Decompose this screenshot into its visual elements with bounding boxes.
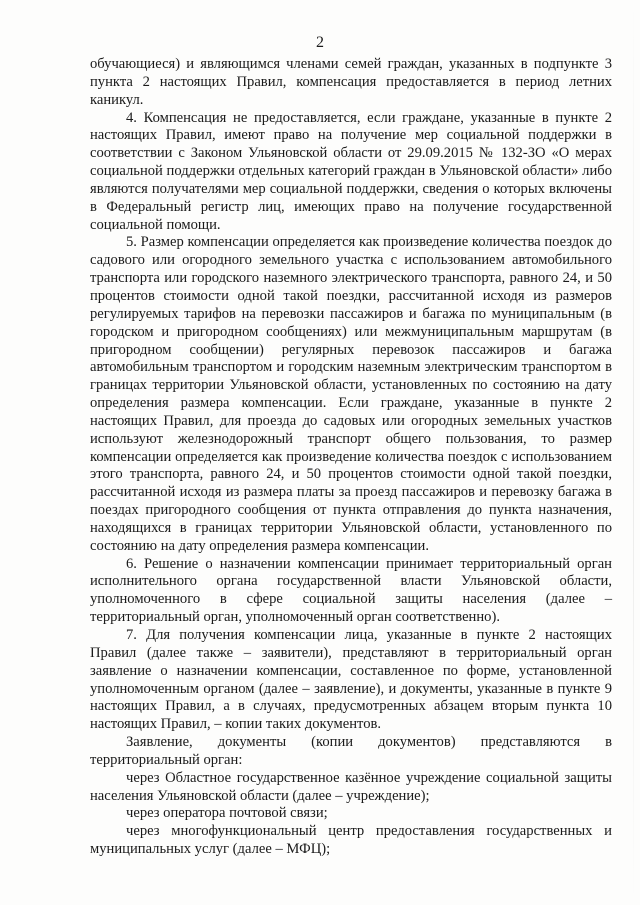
paragraph-item-7: 7. Для получения компенсации лица, указанные в пункте 2 настоящих Правил (далее также – заявители), представляют в территориальный орган заявление о назначении компенсации, составленное по форме, установленной уполномоченным органом (далее – заявление), и документы, указанные в пункте 9 настоящих Правил, а в случаях, предусмотренных абзацем вторым пункта 10 настоящих Правил, – копии таких документов. <box>90 627 612 733</box>
paragraph-continuation: обучающиеся) и являющимся членами семей граждан, указанных в подпункте 3 пункта 2 настоящих Правил, компенсация предоставляется в период летних каникул. <box>90 56 612 108</box>
paragraph-via-post: через оператора почтовой связи; <box>126 805 328 822</box>
document-body <box>90 56 612 859</box>
paragraph-via-mfc: через многофункциональный центр предоставления государственных и муниципальных услуг (далее – МФЦ); <box>90 823 612 858</box>
page-number: 2 <box>316 34 324 51</box>
paragraph-item-6: 6. Решение о назначении компенсации принимает территориальный орган исполнительного органа государственной власти Ульяновской области, уполномоченного в сфере социальной защиты населения (далее – территориальный орган, уполномоченный орган соответственно). <box>90 555 612 626</box>
paragraph-via-institution: через Областное государственное казённое учреждение социальной защиты населения Ульяновской области (далее – учреждение); <box>90 769 612 804</box>
scan-edge-shadow <box>633 0 634 905</box>
paragraph-item-4: 4. Компенсация не предоставляется, если граждане, указанные в пункте 2 настоящих Правил, имеют право на получение мер социальной поддержки в соответствии с Законом Ульяновской области от 29.09.2015 № 132-ЗО «О мерах социальной поддержки отдельных категорий граждан в Ульяновской области» либо являются получателями мер социальной поддержки, сведения о которых включены в Федеральный регистр лиц, имеющих право на получение государственной социальной помощи. <box>90 109 612 233</box>
paragraph-submission-intro: Заявление, документы (копии документов) представляются в территориальный орган: <box>90 734 612 768</box>
paragraph-item-5: 5. Размер компенсации определяется как произведение количества поездок до садового или огородного земельного участка с использованием автомобильного транспорта или городского наземного электрического транспорта, равного 24, и 50 процентов стоимости одной такой поездки, рассчитанной исходя из размеров регулируемых тарифов на перевозки пассажиров и багажа по муниципальным (в городском и пригородном сообщениях) или межмуниципальным маршрутам (в пригородном сообщении) регулярных перевозок пассажиров и багажа автомобильным транспортом и городским наземным электрическим транспортом в границах территории Ульяновской области, установленных по состоянию на дату определения размера компенсации. Если граждане, указанные в пункте 2 настоящих Правил, для проезда до садовых или огородных земельных участков используют железнодорожный транспорт общего пользования, то размер компенсации определяется как произведение количества поездок с использованием этого транспорта, равного 24, и 50 процентов стоимости одной такой поездки, рассчитанной исходя из размера платы за проезд пассажиров и перевозку багажа в поездах пригородного сообщения от пункта отправления до пункта назначения, находящихся в границах территории Ульяновской области, установленного по состоянию на дату определения размера компенсации. <box>90 234 612 554</box>
